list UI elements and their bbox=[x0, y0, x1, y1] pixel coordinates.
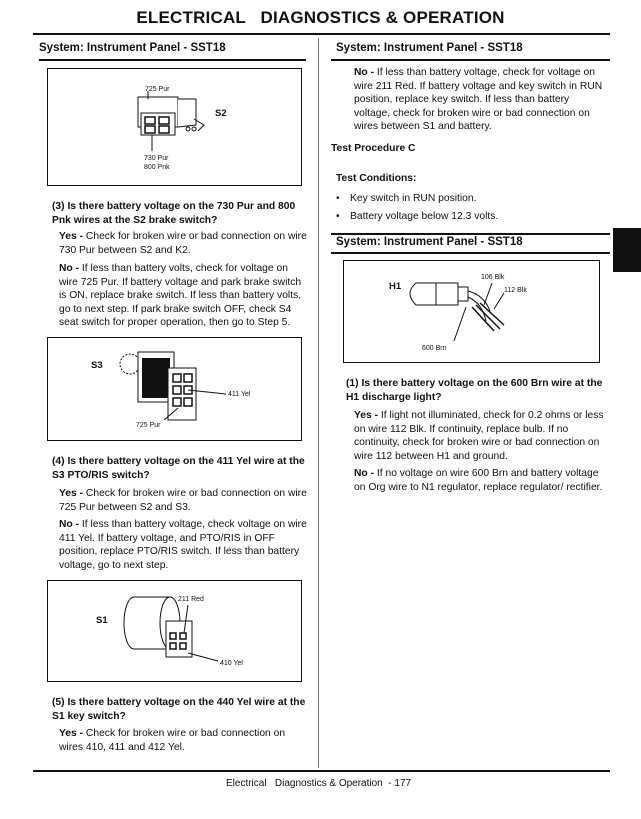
q1-yes-label: Yes - bbox=[354, 410, 381, 421]
continued-no-text: If less than battery voltage, check for voltage on wire 211 Red. If battery voltage and key switch in RUN position, replace key switch. If less than battery voltage, check for broken wire or bad connection on wires between S1 and battery. bbox=[354, 67, 603, 133]
fig2-wire-bottom: 725 Pur bbox=[136, 422, 161, 429]
condition-text-2: Battery voltage below 12.3 volts. bbox=[350, 211, 499, 222]
q4-no-label: No - bbox=[59, 519, 82, 530]
footer-rule bbox=[33, 770, 610, 772]
fig4-label: H1 bbox=[389, 281, 402, 292]
q4-yes-text: Check for broken wire or bad connection on wire 725 Pur between S2 and S3. bbox=[59, 488, 307, 513]
section-tab-marker bbox=[613, 228, 641, 272]
q3-no-label: No - bbox=[59, 263, 82, 274]
q4-no bbox=[59, 518, 309, 572]
q3-yes bbox=[59, 230, 309, 257]
fig1-label: S2 bbox=[215, 108, 227, 119]
q5-yes-label: Yes - bbox=[59, 728, 86, 739]
system-title-right-2: System: Instrument Panel - SST18 bbox=[336, 236, 523, 248]
header-rule bbox=[33, 33, 610, 35]
fig1-wire-bottom-1: 730 Pur bbox=[144, 155, 169, 162]
system-rule-right-2 bbox=[331, 233, 610, 235]
s1-switch-drawing bbox=[48, 581, 301, 681]
system-rule-right-2b bbox=[331, 252, 610, 254]
q3-yes-text: Check for broken wire or bad connection on wire 730 Pur between S2 and K2. bbox=[59, 231, 307, 256]
q4-yes bbox=[59, 487, 309, 514]
fig2-label: S3 bbox=[91, 360, 103, 371]
condition-item bbox=[336, 192, 620, 206]
fig1-wire-top: 725 Pur bbox=[145, 86, 170, 93]
fig4-wire-b: 112 Blk bbox=[504, 287, 527, 294]
system-title-left: System: Instrument Panel - SST18 bbox=[39, 42, 226, 54]
q1-no-text: If no voltage on wire 600 Brn and battery voltage on Org wire to N1 regulator, replace regulator/ rectifier. bbox=[354, 468, 603, 493]
fig4-wire-a: 106 Blk bbox=[481, 274, 505, 281]
test-conditions-heading: Test Conditions: bbox=[336, 173, 417, 184]
question-3: (3) Is there battery voltage on the 730 Pur and 800 Pnk wires at the S2 brake switch? bbox=[52, 201, 296, 226]
q3-no bbox=[59, 262, 309, 330]
q4-yes-label: Yes - bbox=[59, 488, 86, 499]
test-procedure-heading: Test Procedure C bbox=[331, 143, 416, 154]
q3-no-text: If less than battery volts, check for voltage on wire 725 Pur. If battery voltage and park brake switch is ON, replace brake switch. If less than battery volts, go to next step. If park brake switch OFF, check S4 seat switch for proper operation, then go to Step 5. bbox=[59, 263, 302, 329]
q3-yes-label: Yes - bbox=[59, 231, 86, 242]
figure-h1-discharge-light bbox=[343, 260, 600, 363]
figure-s3-pto-switch bbox=[47, 337, 302, 441]
continued-no-label: No - bbox=[354, 67, 377, 78]
q1-yes-text: If light not illuminated, check for 0.2 ohms or less on wire 112 Blk. If continuity, replace bulb. If no continuity, check for broken wire or bad connection on wire 112 between H1 and ground. bbox=[354, 410, 604, 462]
continued-no bbox=[354, 66, 606, 134]
system-rule-right-1 bbox=[331, 59, 610, 61]
fig3-label: S1 bbox=[96, 615, 108, 626]
figure-s2-brake-switch bbox=[47, 68, 302, 186]
fig2-wire-right: 411 Yel bbox=[228, 391, 251, 398]
condition-text-1: Key switch in RUN position. bbox=[350, 193, 477, 204]
condition-item bbox=[336, 210, 620, 224]
fig4-wire-c: 600 Brn bbox=[422, 345, 447, 352]
s3-switch-drawing bbox=[48, 338, 301, 440]
question-4: (4) Is there battery voltage on the 411 Yel wire at the S3 PTO/RIS switch? bbox=[52, 456, 305, 481]
system-title-right-1: System: Instrument Panel - SST18 bbox=[336, 42, 523, 54]
q5-yes-text: Check for broken wire or bad connection on wires 410, 411 and 412 Yel. bbox=[59, 728, 286, 753]
figure-s1-key-switch bbox=[47, 580, 302, 682]
question-5: (5) Is there battery voltage on the 440 Yel wire at the S1 key switch? bbox=[52, 697, 306, 722]
fig1-wire-bottom-2: 800 Pnk bbox=[144, 164, 170, 171]
s2-switch-drawing bbox=[48, 69, 301, 185]
q5-yes bbox=[59, 727, 309, 754]
bullet-glyph: • bbox=[336, 211, 340, 222]
q4-no-text: If less than battery voltage, check voltage on wire 411 Yel. If battery voltage, and PTO/RIS in OFF position, replace PTO/RIS switch. If less than battery voltage, go to next step. bbox=[59, 519, 307, 571]
q1-no-label: No - bbox=[354, 468, 377, 479]
fig3-wire-bottom: 410 Yel bbox=[220, 660, 243, 667]
fig3-wire-top: 211 Red bbox=[178, 596, 204, 603]
question-1: (1) Is there battery voltage on the 600 Brn wire at the H1 discharge light? bbox=[346, 378, 603, 403]
column-divider bbox=[318, 38, 319, 768]
q1-yes bbox=[354, 409, 608, 463]
page-footer: Electrical Diagnostics & Operation - 177 bbox=[226, 778, 412, 789]
q1-no bbox=[354, 467, 608, 494]
bullet-glyph: • bbox=[336, 193, 340, 204]
page-title: ELECTRICAL DIAGNOSTICS & OPERATION bbox=[136, 8, 505, 27]
h1-light-drawing bbox=[344, 261, 599, 362]
system-rule-left bbox=[39, 59, 306, 61]
